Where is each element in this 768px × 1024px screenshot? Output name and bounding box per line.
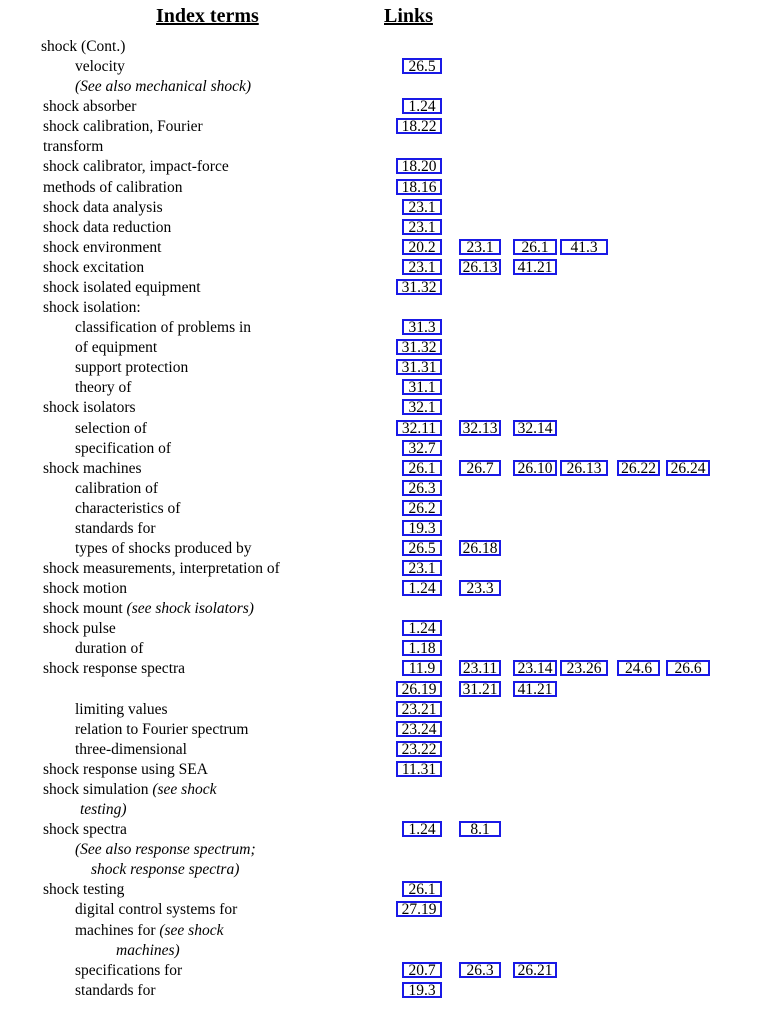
index-entry [0, 840, 768, 860]
index-term: shock data reduction [43, 218, 172, 236]
page-link[interactable]: 23.14 [513, 660, 557, 676]
page-link[interactable]: 23.1 [402, 560, 442, 576]
page-link[interactable]: 26.3 [402, 480, 442, 496]
index-term [91, 860, 239, 880]
index-term: classification of problems in [75, 319, 252, 337]
page-link[interactable]: 23.22 [396, 741, 442, 757]
index-term: characteristics of [75, 499, 181, 517]
index-entry [0, 77, 768, 97]
index-entry [0, 760, 768, 780]
index-term: shock isolation: [43, 299, 141, 317]
page-link[interactable]: 26.13 [560, 460, 608, 476]
page-link[interactable]: 1.24 [402, 821, 442, 837]
page-link[interactable]: 1.24 [402, 620, 442, 636]
index-entry [0, 900, 768, 920]
page-link[interactable]: 8.1 [459, 821, 501, 837]
index-entry [0, 358, 768, 378]
page-link[interactable]: 24.6 [617, 660, 660, 676]
cross-reference: machines) [116, 941, 180, 959]
index-term [80, 800, 127, 820]
index-entry [0, 981, 768, 1001]
index-entry [0, 740, 768, 760]
index-entry [0, 198, 768, 218]
index-term: shock simulation (see shock [43, 780, 217, 798]
index-term: transform [43, 138, 104, 156]
page-link[interactable]: 32.13 [459, 420, 501, 436]
index-term: selection of [75, 419, 147, 437]
index-entry [0, 820, 768, 840]
index-entry [0, 539, 768, 559]
page-link[interactable]: 31.31 [396, 359, 442, 375]
index-entry [0, 338, 768, 358]
index-term: shock measurements, interpretation of [43, 560, 280, 578]
page-link[interactable]: 23.26 [560, 660, 608, 676]
index-term: shock calibration, Fourier [43, 118, 203, 136]
cross-reference: (see shock isolators) [126, 600, 254, 618]
page-link[interactable]: 26.2 [402, 500, 442, 516]
index-term: of equipment [75, 339, 158, 357]
index-term: digital control systems for [75, 901, 238, 919]
page-link[interactable]: 23.1 [459, 239, 501, 255]
index-entry [0, 720, 768, 740]
index-entry [0, 680, 768, 700]
index-entry [0, 860, 768, 880]
cross-reference: (See also mechanical shock) [75, 78, 252, 96]
links-header: Links [384, 5, 433, 27]
index-entry [0, 519, 768, 539]
index-entry [0, 499, 768, 519]
page-link[interactable]: 26.1 [402, 881, 442, 897]
page-link[interactable]: 26.6 [666, 660, 710, 676]
page-link[interactable]: 26.5 [402, 58, 442, 74]
index-entry [0, 700, 768, 720]
index-entry [0, 178, 768, 198]
index-term: calibration of [75, 479, 159, 497]
page-link[interactable]: 11.31 [396, 761, 442, 777]
index-term [75, 840, 256, 860]
page-link[interactable]: 23.3 [459, 580, 501, 596]
page-link[interactable]: 20.2 [402, 239, 442, 255]
index-entry [0, 378, 768, 398]
index-term: shock excitation [43, 258, 145, 276]
index-term [116, 941, 180, 961]
index-entry [0, 961, 768, 981]
cross-reference: (see shock [152, 780, 217, 798]
index-entry [0, 97, 768, 117]
index-term: shock machines [43, 459, 142, 477]
page-link[interactable]: 23.1 [402, 219, 442, 235]
index-term: support protection [75, 359, 189, 377]
index-entry [0, 218, 768, 238]
page-link[interactable]: 31.1 [402, 379, 442, 395]
index-entry [0, 117, 768, 137]
index-term [75, 77, 251, 97]
index-term: shock motion [43, 580, 127, 598]
index-term: theory of [75, 379, 132, 397]
page-link[interactable]: 11.9 [402, 660, 442, 676]
page-link[interactable]: 26.24 [666, 460, 710, 476]
index-entry [0, 318, 768, 338]
cross-reference: testing) [80, 801, 127, 819]
page-link[interactable]: 1.24 [402, 98, 442, 114]
index-terms-header: Index terms [156, 5, 259, 27]
index-entry [0, 780, 768, 800]
index-term: methods of calibration [43, 178, 183, 196]
page-link[interactable]: 32.1 [402, 399, 442, 415]
index-entry [0, 419, 768, 439]
page-link[interactable]: 19.3 [402, 982, 442, 998]
index-term: shock response spectra [43, 660, 186, 678]
page-link[interactable]: 31.32 [396, 279, 442, 295]
index-entry [0, 398, 768, 418]
cross-reference: (See also response spectrum; [75, 841, 256, 859]
page-link[interactable]: 26.7 [459, 460, 501, 476]
index-term: shock calibrator, impact-force [43, 158, 229, 176]
index-term: specification of [75, 439, 171, 457]
index-entry [0, 37, 768, 57]
index-entry [0, 278, 768, 298]
index-entry [0, 659, 768, 679]
page-link[interactable]: 31.21 [459, 681, 501, 697]
index-term: specifications for [75, 961, 183, 979]
index-entry [0, 238, 768, 258]
index-term: shock data analysis [43, 198, 163, 216]
page-link[interactable]: 32.11 [396, 420, 442, 436]
index-entry [0, 157, 768, 177]
index-term: shock mount (see shock isolators) [43, 600, 254, 618]
page-link[interactable]: 26.19 [396, 681, 442, 697]
index-entry [0, 800, 768, 820]
page-link[interactable]: 26.5 [402, 540, 442, 556]
page-link[interactable]: 26.1 [513, 239, 557, 255]
page-link[interactable]: 23.24 [396, 721, 442, 737]
page-link[interactable]: 41.3 [560, 239, 608, 255]
index-term: machines for (see shock [75, 921, 224, 939]
index-entry [0, 579, 768, 599]
index-term: shock spectra [43, 821, 127, 839]
index-entry [0, 880, 768, 900]
page-link[interactable]: 26.22 [617, 460, 660, 476]
page-link[interactable]: 26.3 [459, 962, 501, 978]
page-link[interactable]: 26.13 [459, 259, 501, 275]
page-link[interactable]: 20.7 [402, 962, 442, 978]
index-term: shock pulse [43, 620, 116, 638]
page-link[interactable]: 23.21 [396, 701, 442, 717]
index-term: three-dimensional [75, 740, 187, 758]
page-link[interactable]: 18.20 [396, 158, 442, 174]
index-term: shock isolators [43, 399, 136, 417]
index-term: standards for [75, 519, 156, 537]
page-link[interactable]: 27.19 [396, 901, 442, 917]
index-entry [0, 258, 768, 278]
index-term: shock isolated equipment [43, 278, 201, 296]
index-entry [0, 479, 768, 499]
index-entry [0, 298, 768, 318]
page-link[interactable]: 26.18 [459, 540, 501, 556]
index-entry [0, 639, 768, 659]
page-link[interactable]: 32.7 [402, 440, 442, 456]
index-term: duration of [75, 640, 144, 658]
page-link[interactable]: 41.21 [513, 259, 557, 275]
page-link[interactable]: 26.1 [402, 460, 442, 476]
index-entry [0, 599, 768, 619]
page-link[interactable]: 31.3 [402, 319, 442, 335]
index-term: limiting values [75, 700, 168, 718]
index-term: shock response using SEA [43, 760, 208, 778]
page-link[interactable]: 26.21 [513, 962, 557, 978]
index-entry [0, 57, 768, 77]
page-link[interactable]: 32.14 [513, 420, 557, 436]
index-term: shock (Cont.) [41, 38, 126, 55]
page-link[interactable]: 41.21 [513, 681, 557, 697]
page-link[interactable]: 26.10 [513, 460, 557, 476]
index-entry [0, 921, 768, 941]
page-link[interactable]: 19.3 [402, 520, 442, 536]
index-entry [0, 559, 768, 579]
page-link[interactable]: 23.11 [459, 660, 501, 676]
page-link[interactable]: 23.1 [402, 259, 442, 275]
index-entry [0, 439, 768, 459]
index-entry [0, 137, 768, 157]
index-term: shock absorber [43, 98, 137, 116]
page-link[interactable]: 18.22 [396, 118, 442, 134]
index-term: velocity [75, 58, 125, 76]
index-entry [0, 941, 768, 961]
index-entry [0, 459, 768, 479]
page-link[interactable]: 1.24 [402, 580, 442, 596]
index-term: shock environment [43, 238, 162, 256]
page-link[interactable]: 18.16 [396, 179, 442, 195]
cross-reference: (see shock [159, 921, 224, 939]
index-term: standards for [75, 981, 156, 999]
page-link[interactable]: 23.1 [402, 199, 442, 215]
cross-reference: shock response spectra) [91, 861, 240, 879]
page-link[interactable]: 1.18 [402, 640, 442, 656]
index-term: shock testing [43, 881, 125, 899]
index-entry [0, 619, 768, 639]
page-link[interactable]: 31.32 [396, 339, 442, 355]
index-term: relation to Fourier spectrum [75, 720, 249, 738]
index-term: types of shocks produced by [75, 540, 252, 557]
